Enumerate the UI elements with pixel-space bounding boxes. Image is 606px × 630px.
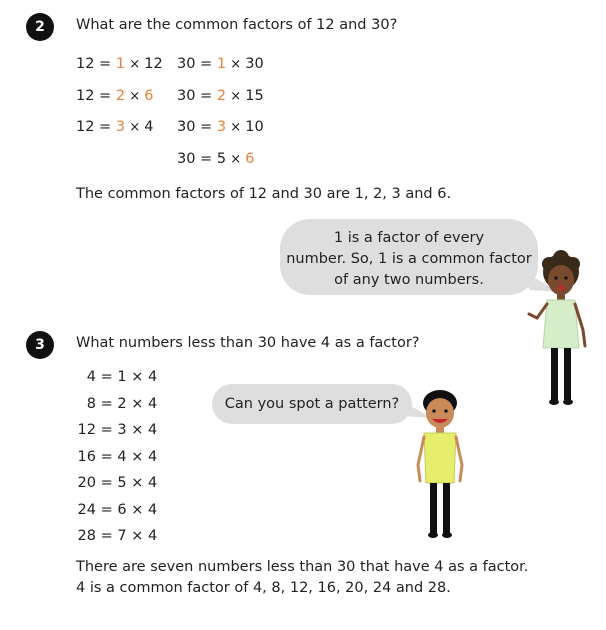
equals-sign: = (96, 369, 118, 385)
multiple-equation (76, 420, 157, 447)
equation-left: 12 = (76, 119, 116, 135)
factor-b: 15 (245, 87, 264, 104)
conclusion-text: The common factors of 12 and 30 are 1, 2, 3 and 6. (76, 186, 452, 202)
multiply-sign: × (226, 88, 246, 104)
multiplication-expression: 1 × 4 (117, 369, 158, 385)
question-number-badge: 2 (26, 13, 54, 41)
factor-a: 2 (216, 87, 227, 104)
factor-pair-equation (177, 54, 264, 86)
multiply-sign: × (125, 88, 145, 104)
question-number-badge: 3 (26, 331, 54, 359)
question-text: What numbers less than 30 have 4 as a factor? (76, 335, 420, 351)
equals-sign: = (96, 448, 118, 465)
factor-a: 3 (216, 119, 227, 135)
factor-b: 4 (144, 119, 154, 135)
multiplication-expression: 3 × 4 (117, 422, 158, 438)
speech-bubble-common-factor (280, 219, 538, 295)
factor-b: 6 (144, 87, 154, 104)
multiple-equation (76, 447, 157, 474)
equation-left: 12 = (76, 87, 116, 104)
equals-sign: = (96, 422, 118, 438)
multiply-sign: × (226, 120, 246, 135)
multiple-value: 16 (77, 448, 96, 465)
equation-left: 30 = (177, 56, 217, 72)
summary-line: There are seven numbers less than 30 that have 4 as a factor. (76, 559, 529, 575)
equals-sign: = (96, 528, 118, 544)
multiple-equation (76, 367, 157, 394)
bubble-line: of any two numbers. (334, 272, 484, 288)
equals-sign: = (96, 395, 118, 412)
factor-b: 30 (245, 56, 264, 72)
boy-character-illustration (525, 250, 595, 410)
question-text: What are the common factors of 12 and 30? (76, 17, 398, 33)
multiple-value: 20 (77, 475, 96, 491)
multiples-of-4-list (76, 367, 157, 553)
factor-b: 6 (245, 150, 255, 167)
summary-text (76, 557, 528, 599)
factor-pair-equation (76, 54, 163, 86)
multiple-value: 8 (86, 395, 96, 412)
factor-pair-equation (177, 149, 264, 181)
speech-bubble-pattern: Can you spot a pattern? (212, 384, 412, 424)
factor-pair-equation (76, 117, 163, 149)
summary-line: 4 is a common factor of 4, 8, 12, 16, 20, 24 and 28. (76, 580, 451, 596)
multiple-value: 28 (77, 528, 96, 544)
multiple-equation (76, 500, 157, 527)
factor-pairs-12 (76, 54, 163, 149)
multiple-value: 4 (86, 369, 96, 385)
multiple-value: 24 (77, 501, 96, 518)
factor-pairs-30 (177, 54, 264, 180)
multiple-equation (76, 394, 157, 421)
factor-b: 10 (245, 119, 264, 135)
equals-sign: = (96, 501, 118, 518)
equation-left: 30 = (177, 150, 217, 167)
multiplication-expression: 7 × 4 (117, 528, 158, 544)
factor-pair-equation (177, 117, 264, 149)
boy-character-illustration (412, 385, 468, 540)
factor-a: 5 (216, 150, 227, 167)
multiply-sign: × (125, 57, 145, 72)
bubble-line: number. So, 1 is a common factor (286, 251, 532, 267)
multiply-sign: × (226, 151, 246, 167)
multiply-sign: × (125, 120, 145, 135)
multiplication-expression: 4 × 4 (117, 448, 158, 465)
multiplication-expression: 6 × 4 (117, 501, 158, 518)
multiplication-expression: 2 × 4 (117, 395, 158, 412)
bubble-line: 1 is a factor of every (333, 230, 485, 246)
factor-a: 2 (115, 87, 126, 104)
multiple-value: 12 (77, 422, 96, 438)
multiple-equation (76, 526, 157, 553)
multiply-sign: × (226, 57, 246, 72)
multiple-equation (76, 473, 157, 500)
equation-left: 30 = (177, 87, 217, 104)
multiplication-expression: 5 × 4 (117, 475, 158, 491)
factor-a: 3 (115, 119, 126, 135)
factor-a: 1 (115, 56, 126, 72)
equation-left: 12 = (76, 56, 116, 72)
factor-pair-equation (177, 86, 264, 118)
factor-a: 1 (216, 56, 227, 72)
factor-pair-equation (76, 86, 163, 118)
equals-sign: = (96, 475, 118, 491)
factor-b: 12 (144, 56, 163, 72)
equation-left: 30 = (177, 119, 217, 135)
